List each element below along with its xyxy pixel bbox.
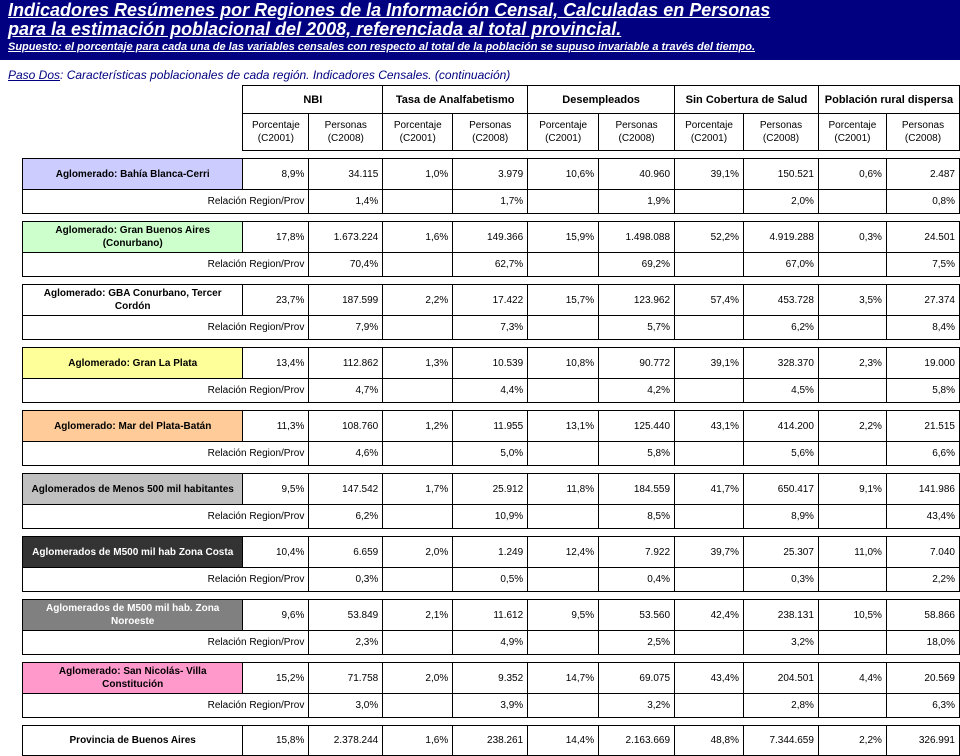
relation-value: 1,4% [309,190,383,214]
sub-header [528,114,599,151]
empty-cell [675,316,744,340]
sub-header [675,114,744,151]
spacer-cell [23,466,243,474]
sub-header-line: (C2008) [618,133,655,144]
spacer-cell [243,151,960,159]
relation-value: 0,5% [453,568,528,592]
region-name: Aglomerados de M500 mil hab. Zona Noroeste [23,600,243,631]
value-cell: 4,4% [818,663,886,694]
relation-label: Relación Region/Prov [23,505,309,529]
total-value: 2,2% [818,726,886,756]
region-name: Aglomerado: Gran Buenos Aires (Conurbano) [23,222,243,253]
value-cell: 69.075 [599,663,675,694]
relation-value: 43,4% [886,505,959,529]
value-cell: 15,7% [528,285,599,316]
sub-header [243,114,309,151]
region-row [23,600,960,631]
value-cell: 4.919.288 [743,222,818,253]
empty-cell [528,379,599,403]
sub-header-line: Porcentaje [251,120,300,131]
value-cell: 1,2% [383,411,453,442]
sub-header-line: (C2008) [472,133,509,144]
relation-value: 1,7% [453,190,528,214]
value-cell: 10,8% [528,348,599,379]
sub-header [383,114,453,151]
value-cell: 53.849 [309,600,383,631]
relation-value: 4,4% [453,379,528,403]
spacer-row [23,718,960,726]
region-row [23,474,960,505]
relation-value: 6,2% [309,505,383,529]
relation-value: 3,2% [599,694,675,718]
empty-cell [528,190,599,214]
spacer-cell [23,592,243,600]
total-row [23,726,960,756]
empty-cell [818,505,886,529]
value-cell: 14,7% [528,663,599,694]
relation-row [23,316,960,340]
spacer-row [23,466,960,474]
total-value: 326.991 [886,726,959,756]
value-cell: 2,0% [383,663,453,694]
value-cell: 1.673.224 [309,222,383,253]
spacer-cell [243,277,960,285]
relation-value: 5,7% [599,316,675,340]
sub-header-line: Personas [615,120,658,131]
value-cell: 21.515 [886,411,959,442]
sub-header [818,114,886,151]
region-name: Aglomerado: Bahía Blanca-Cerri [23,159,243,190]
sub-header-line: Personas [759,120,803,131]
relation-row [23,379,960,403]
value-cell: 11,8% [528,474,599,505]
total-value: 2.378.244 [309,726,383,756]
value-cell: 187.599 [309,285,383,316]
empty-cell [675,505,744,529]
empty-cell [818,568,886,592]
value-cell: 1,0% [383,159,453,190]
region-name: Aglomerado: San Nicolás- Villa Constitución [23,663,243,694]
sub-header-line: (C2008) [327,133,364,144]
value-cell: 2,2% [383,285,453,316]
empty-cell [383,694,453,718]
region-name: Aglomerado: GBA Conurbano, Tercer Cordón [23,285,243,316]
step-text: : Características poblacionales de cada región. Indicadores Censales. (continuación) [60,68,511,82]
relation-value: 10,9% [453,505,528,529]
value-cell: 0,6% [818,159,886,190]
relation-value: 4,7% [309,379,383,403]
value-cell: 57,4% [675,285,744,316]
spacer-cell [23,655,243,663]
value-cell: 2.487 [886,159,959,190]
value-cell: 112.862 [309,348,383,379]
value-cell: 9.352 [453,663,528,694]
empty-cell [528,442,599,466]
relation-row [23,253,960,277]
region-name: Aglomerado: Gran La Plata [23,348,243,379]
sub-header [599,114,675,151]
value-cell: 453.728 [743,285,818,316]
value-cell: 10,6% [528,159,599,190]
value-cell: 414.200 [743,411,818,442]
group-header: Población rural dispersa [818,86,959,114]
value-cell: 1,6% [383,222,453,253]
region-name: Aglomerados de Menos 500 mil habitantes [23,474,243,505]
empty-cell [383,316,453,340]
relation-value: 67,0% [743,253,818,277]
sub-header-line: (C2008) [904,133,942,144]
sub-header-line: (C2001) [257,133,294,144]
relation-label: Relación Region/Prov [23,442,309,466]
value-cell: 2,0% [383,537,453,568]
relation-value: 7,9% [309,316,383,340]
relation-value: 18,0% [886,631,959,655]
empty-cell [528,694,599,718]
empty-cell [818,316,886,340]
value-cell: 0,3% [818,222,886,253]
value-cell: 125.440 [599,411,675,442]
spacer-cell [243,466,960,474]
empty-cell [675,442,744,466]
relation-value: 6,6% [886,442,959,466]
spacer-row [23,529,960,537]
step-caption [8,68,510,82]
value-cell: 2,1% [383,600,453,631]
value-cell: 9,6% [243,600,309,631]
relation-value: 4,9% [453,631,528,655]
value-cell: 27.374 [886,285,959,316]
empty-cell [675,253,744,277]
region-row [23,159,960,190]
relation-value: 0,4% [599,568,675,592]
empty-cell [818,190,886,214]
empty-cell [528,568,599,592]
value-cell: 149.366 [453,222,528,253]
relation-value: 1,9% [599,190,675,214]
empty-cell [383,190,453,214]
value-cell: 2,3% [818,348,886,379]
empty-cell [675,190,744,214]
group-header: Tasa de Analfabetismo [383,86,528,114]
region-row [23,411,960,442]
spacer-cell [23,214,243,222]
value-cell: 9,5% [528,600,599,631]
spacer-row [23,655,960,663]
value-cell: 11,0% [818,537,886,568]
spacer-cell [243,340,960,348]
value-cell: 90.772 [599,348,675,379]
total-value: 48,8% [675,726,744,756]
relation-value: 0,3% [743,568,818,592]
sub-header-line: Personas [469,120,512,131]
total-value: 14,4% [528,726,599,756]
relation-value: 5,8% [886,379,959,403]
empty-cell [383,379,453,403]
relation-value: 0,3% [309,568,383,592]
relation-value: 2,0% [743,190,818,214]
value-cell: 204.501 [743,663,818,694]
value-cell: 13,4% [243,348,309,379]
group-header-row [23,86,960,114]
sub-header [453,114,528,151]
relation-value: 7,3% [453,316,528,340]
value-cell: 8,9% [243,159,309,190]
sub-header-line: Personas [901,120,945,131]
value-cell: 147.542 [309,474,383,505]
sub-header-line: Porcentaje [828,120,877,131]
value-cell: 1,3% [383,348,453,379]
spacer-row [23,403,960,411]
relation-value: 5,8% [599,442,675,466]
spacer-cell [243,718,960,726]
empty-cell [818,631,886,655]
relation-label: Relación Region/Prov [23,379,309,403]
value-cell: 52,2% [675,222,744,253]
relation-row [23,190,960,214]
relation-label: Relación Region/Prov [23,190,309,214]
header-blank [23,114,243,151]
value-cell: 34.115 [309,159,383,190]
value-cell: 39,1% [675,159,744,190]
value-cell: 58.866 [886,600,959,631]
sub-header-line: Porcentaje [393,120,442,131]
total-value: 15,8% [243,726,309,756]
relation-value: 4,6% [309,442,383,466]
spacer-cell [243,214,960,222]
value-cell: 9,1% [818,474,886,505]
relation-value: 8,4% [886,316,959,340]
value-cell: 17.422 [453,285,528,316]
value-cell: 2,2% [818,411,886,442]
spacer-row [23,277,960,285]
value-cell: 1,7% [383,474,453,505]
value-cell: 650.417 [743,474,818,505]
relation-value: 8,9% [743,505,818,529]
value-cell: 23,7% [243,285,309,316]
region-row [23,222,960,253]
subtitle: Supuesto: el porcentaje para cada una de las variables censales con respecto al total de la población se supuso invariable a través del tiempo. [8,41,756,53]
region-row [23,285,960,316]
spacer-cell [23,403,243,411]
sub-header-line: (C2001) [399,133,436,144]
group-header: Desempleados [528,86,675,114]
relation-value: 8,5% [599,505,675,529]
value-cell: 17,8% [243,222,309,253]
spacer-row [23,214,960,222]
total-value: 238.261 [453,726,528,756]
spacer-row [23,151,960,159]
value-cell: 53.560 [599,600,675,631]
empty-cell [528,505,599,529]
relation-value: 70,4% [309,253,383,277]
value-cell: 41,7% [675,474,744,505]
sub-header-line: Porcentaje [685,120,733,131]
region-name: Aglomerado: Mar del Plata-Batán [23,411,243,442]
value-cell: 10,4% [243,537,309,568]
value-cell: 11.955 [453,411,528,442]
sub-header-row [23,114,960,151]
empty-cell [675,379,744,403]
empty-cell [675,568,744,592]
value-cell: 150.521 [743,159,818,190]
spacer-cell [23,718,243,726]
total-value: 2.163.669 [599,726,675,756]
empty-cell [818,253,886,277]
spacer-cell [243,529,960,537]
value-cell: 43,1% [675,411,744,442]
relation-label: Relación Region/Prov [23,316,309,340]
region-name: Aglomerados de M500 mil hab Zona Costa [23,537,243,568]
value-cell: 13,1% [528,411,599,442]
spacer-cell [243,403,960,411]
empty-cell [528,253,599,277]
spacer-cell [23,529,243,537]
title-banner [0,0,960,60]
value-cell: 39,1% [675,348,744,379]
value-cell: 11,3% [243,411,309,442]
sub-header-line: (C2001) [690,133,728,144]
value-cell: 12,4% [528,537,599,568]
spacer-cell [23,340,243,348]
value-cell: 11.612 [453,600,528,631]
group-header: Sin Cobertura de Salud [675,86,819,114]
sub-header-line: (C2001) [545,133,582,144]
spacer-cell [23,277,243,285]
relation-value: 2,3% [309,631,383,655]
empty-cell [528,316,599,340]
relation-value: 6,3% [886,694,959,718]
relation-value: 5,0% [453,442,528,466]
relation-value: 5,6% [743,442,818,466]
value-cell: 3,5% [818,285,886,316]
value-cell: 25.912 [453,474,528,505]
empty-cell [383,505,453,529]
value-cell: 123.962 [599,285,675,316]
spacer-row [23,340,960,348]
value-cell: 40.960 [599,159,675,190]
region-row [23,348,960,379]
total-value: 7.344.659 [743,726,818,756]
relation-value: 3,2% [743,631,818,655]
region-row [23,663,960,694]
value-cell: 10,5% [818,600,886,631]
spacer-cell [243,655,960,663]
relation-value: 4,2% [599,379,675,403]
step-label: Paso Dos [8,68,61,82]
value-cell: 328.370 [743,348,818,379]
empty-cell [383,253,453,277]
value-cell: 1.498.088 [599,222,675,253]
empty-cell [818,379,886,403]
sub-header [743,114,818,151]
empty-cell [675,631,744,655]
relation-value: 2,8% [743,694,818,718]
sub-header-line: Personas [324,120,367,131]
sub-header-line: Porcentaje [539,120,588,131]
value-cell: 238.131 [743,600,818,631]
relation-value: 62,7% [453,253,528,277]
relation-label: Relación Region/Prov [23,694,309,718]
relation-row [23,694,960,718]
value-cell: 25.307 [743,537,818,568]
relation-value: 3,9% [453,694,528,718]
relation-row [23,631,960,655]
spacer-cell [23,151,243,159]
value-cell: 141.986 [886,474,959,505]
relation-value: 3,0% [309,694,383,718]
indicators-table [22,85,960,756]
value-cell: 15,9% [528,222,599,253]
relation-value: 2,2% [886,568,959,592]
relation-value: 0,8% [886,190,959,214]
title-line-2: para la estimación poblacional del 2008, referenciada al total provincial. [8,19,622,39]
value-cell: 43,4% [675,663,744,694]
value-cell: 71.758 [309,663,383,694]
relation-label: Relación Region/Prov [23,253,309,277]
sub-header [886,114,959,151]
title-line-1: Indicadores Resúmenes por Regiones de la Información Censal, Calculadas en Personas [8,0,771,20]
spacer-row [23,592,960,600]
relation-label: Relación Region/Prov [23,568,309,592]
value-cell: 19.000 [886,348,959,379]
value-cell: 42,4% [675,600,744,631]
empty-cell [818,694,886,718]
empty-cell [383,568,453,592]
value-cell: 7.040 [886,537,959,568]
value-cell: 39,7% [675,537,744,568]
value-cell: 1.249 [453,537,528,568]
relation-label: Relación Region/Prov [23,631,309,655]
sub-header-line: (C2001) [834,133,871,144]
spacer-cell [243,592,960,600]
empty-cell [528,631,599,655]
group-header: NBI [243,86,383,114]
sub-header-line: (C2008) [762,133,800,144]
relation-row [23,505,960,529]
empty-cell [818,442,886,466]
value-cell: 24.501 [886,222,959,253]
value-cell: 7.922 [599,537,675,568]
value-cell: 108.760 [309,411,383,442]
value-cell: 9,5% [243,474,309,505]
empty-cell [675,694,744,718]
relation-value: 7,5% [886,253,959,277]
empty-cell [383,442,453,466]
relation-value: 6,2% [743,316,818,340]
relation-row [23,568,960,592]
region-row [23,537,960,568]
relation-value: 69,2% [599,253,675,277]
header-blank [23,86,243,114]
value-cell: 20.569 [886,663,959,694]
total-name: Provincia de Buenos Aires [23,726,243,756]
total-value: 1,6% [383,726,453,756]
value-cell: 10.539 [453,348,528,379]
relation-row [23,442,960,466]
value-cell: 15,2% [243,663,309,694]
relation-value: 2,5% [599,631,675,655]
relation-value: 4,5% [743,379,818,403]
sub-header [309,114,383,151]
value-cell: 184.559 [599,474,675,505]
value-cell: 3.979 [453,159,528,190]
empty-cell [383,631,453,655]
value-cell: 6.659 [309,537,383,568]
